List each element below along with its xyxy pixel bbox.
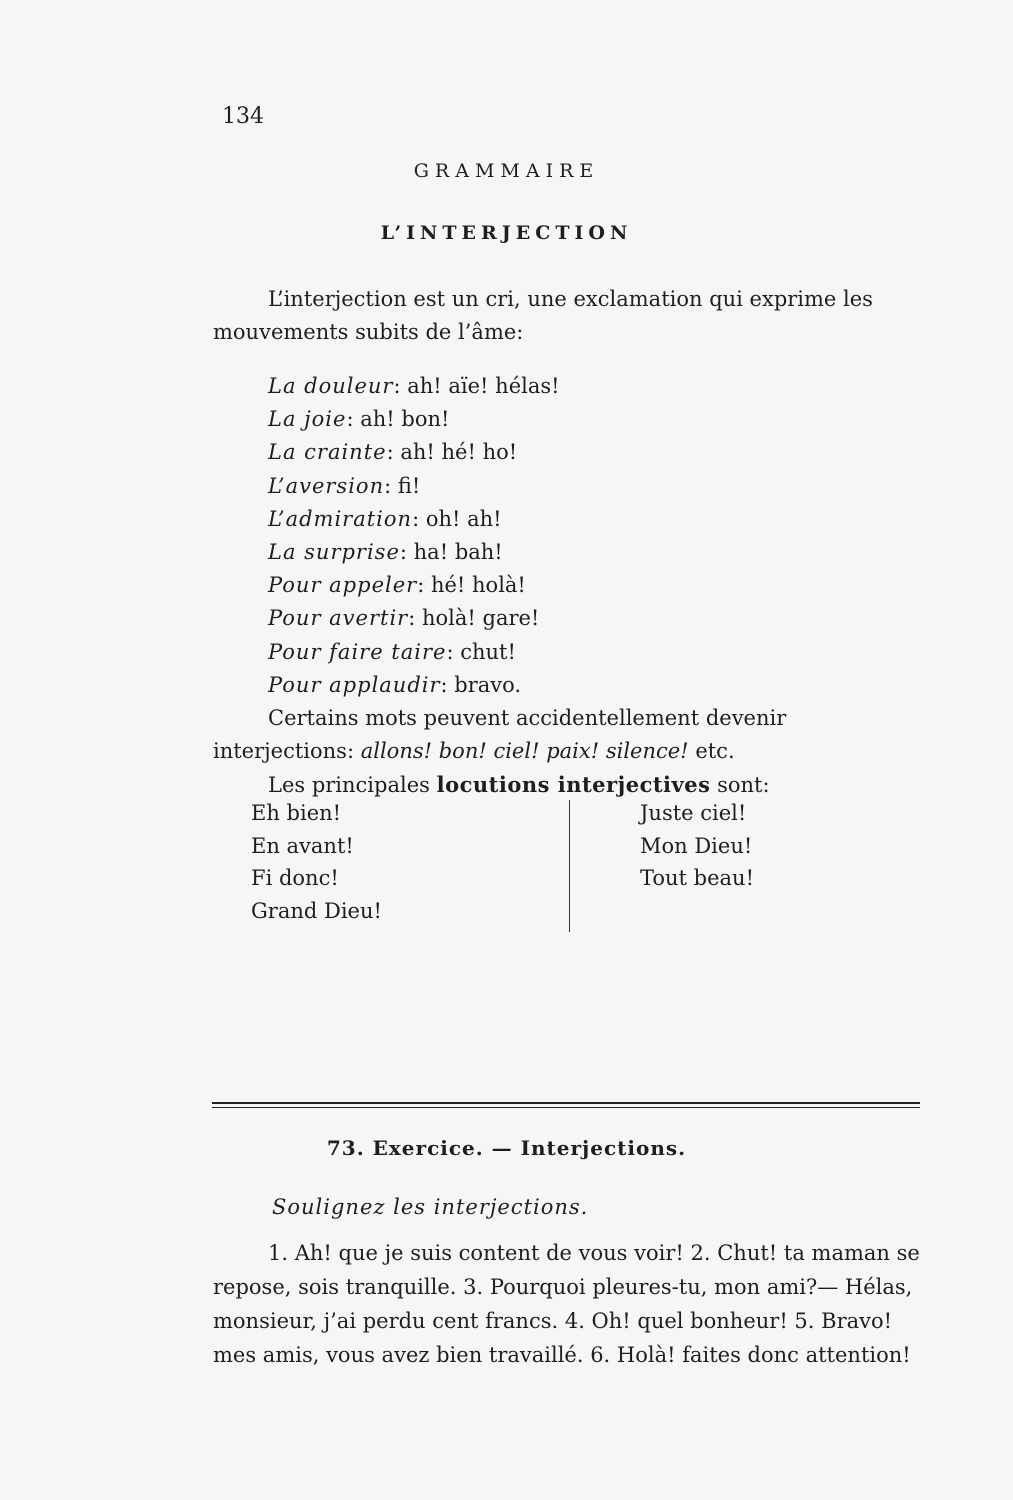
example-label: L’admiration [268, 506, 413, 531]
example-row: Pour appeler: hé! holà! [268, 573, 526, 598]
chapter-title: L’INTERJECTION [380, 222, 633, 244]
accidental-suffix: etc. [695, 739, 735, 763]
exercise-text: 1. Ah! que je suis content de vous voir! 2. Chut! ta maman se repose, sois tranquille. 3. Pourquoi pleures-tu, mon ami?— Hélas, monsieur, j’ai perdu cent francs. 4. Oh! quel bonheur! 5. Bravo! mes amis, vous avez bien travaillé. 6. Holà! faites donc attention! [213, 1241, 920, 1367]
example-values: ah! aïe! hélas! [407, 374, 560, 398]
definition-text: L’interjection est un cri, une exclamation qui exprime les mouvements subits de l’âme: [213, 287, 873, 344]
locution-item: Tout beau! [640, 866, 755, 890]
section-title: GRAMMAIRE [413, 160, 600, 182]
examples-list [268, 370, 560, 702]
example-values: hé! holà! [430, 573, 526, 598]
example-values: chut! [460, 639, 516, 664]
locution-item: Fi donc! [251, 866, 339, 890]
example-values: bravo. [454, 672, 522, 697]
example-row: La douleur: ah! aïe! hélas! [268, 374, 560, 398]
example-label: La surprise [268, 540, 400, 565]
example-values: fi! [397, 473, 421, 498]
example-values: ah! hé! ho! [400, 440, 518, 465]
section-rule [212, 1107, 920, 1108]
accidental-text: Certains mots peuvent accidentellement devenir interjections: [213, 706, 787, 763]
example-row: Pour applaudir: bravo. [268, 672, 522, 697]
example-label: Pour applaudir [268, 672, 441, 697]
example-values: oh! ah! [425, 506, 502, 531]
example-label: La douleur [268, 374, 394, 398]
column-divider [569, 800, 570, 932]
locutions-prefix: Les principales [268, 773, 430, 797]
locution-item: En avant! [251, 833, 354, 858]
locution-item: Mon Dieu! [640, 833, 753, 858]
locutions-right-column [640, 797, 754, 895]
section-rule [212, 1102, 920, 1104]
example-label: Pour faire taire [268, 639, 447, 664]
accidental-examples: allons! bon! ciel! paix! silence! [360, 739, 689, 763]
example-row: Pour avertir: holà! gare! [268, 606, 540, 631]
example-label: Pour appeler [268, 573, 418, 598]
example-label: L’aversion [268, 473, 385, 498]
example-values: ha! bah! [413, 540, 503, 565]
example-row: Pour faire taire: chut! [268, 639, 516, 664]
accidental-paragraph [213, 702, 925, 768]
example-label: Pour avertir [268, 606, 409, 631]
locutions-term: locutions interjectives [436, 772, 711, 797]
locution-item: Juste ciel! [640, 801, 747, 825]
example-label: La crainte [268, 440, 387, 465]
example-row: La surprise: ha! bah! [268, 540, 503, 565]
locution-item: Grand Dieu! [251, 898, 382, 923]
example-row: L’admiration: oh! ah! [268, 506, 502, 531]
example-row: La joie: ah! bon! [268, 407, 450, 432]
example-row: L’aversion: fi! [268, 473, 421, 498]
example-values: ah! bon! [360, 407, 450, 432]
page-number: 134 [222, 104, 264, 129]
exercise-instruction: Soulignez les interjections. [272, 1195, 589, 1219]
exercise-title: 73. Exercice. — Interjections. [326, 1136, 687, 1160]
example-label: La joie [268, 407, 347, 432]
locutions-left-column [251, 797, 382, 927]
example-values: holà! gare! [421, 606, 540, 631]
exercise-paragraph [213, 1236, 925, 1372]
definition-paragraph [213, 283, 925, 349]
locution-item: Eh bien! [251, 801, 342, 825]
locutions-suffix: sont: [717, 773, 770, 797]
example-row: La crainte: ah! hé! ho! [268, 440, 518, 465]
